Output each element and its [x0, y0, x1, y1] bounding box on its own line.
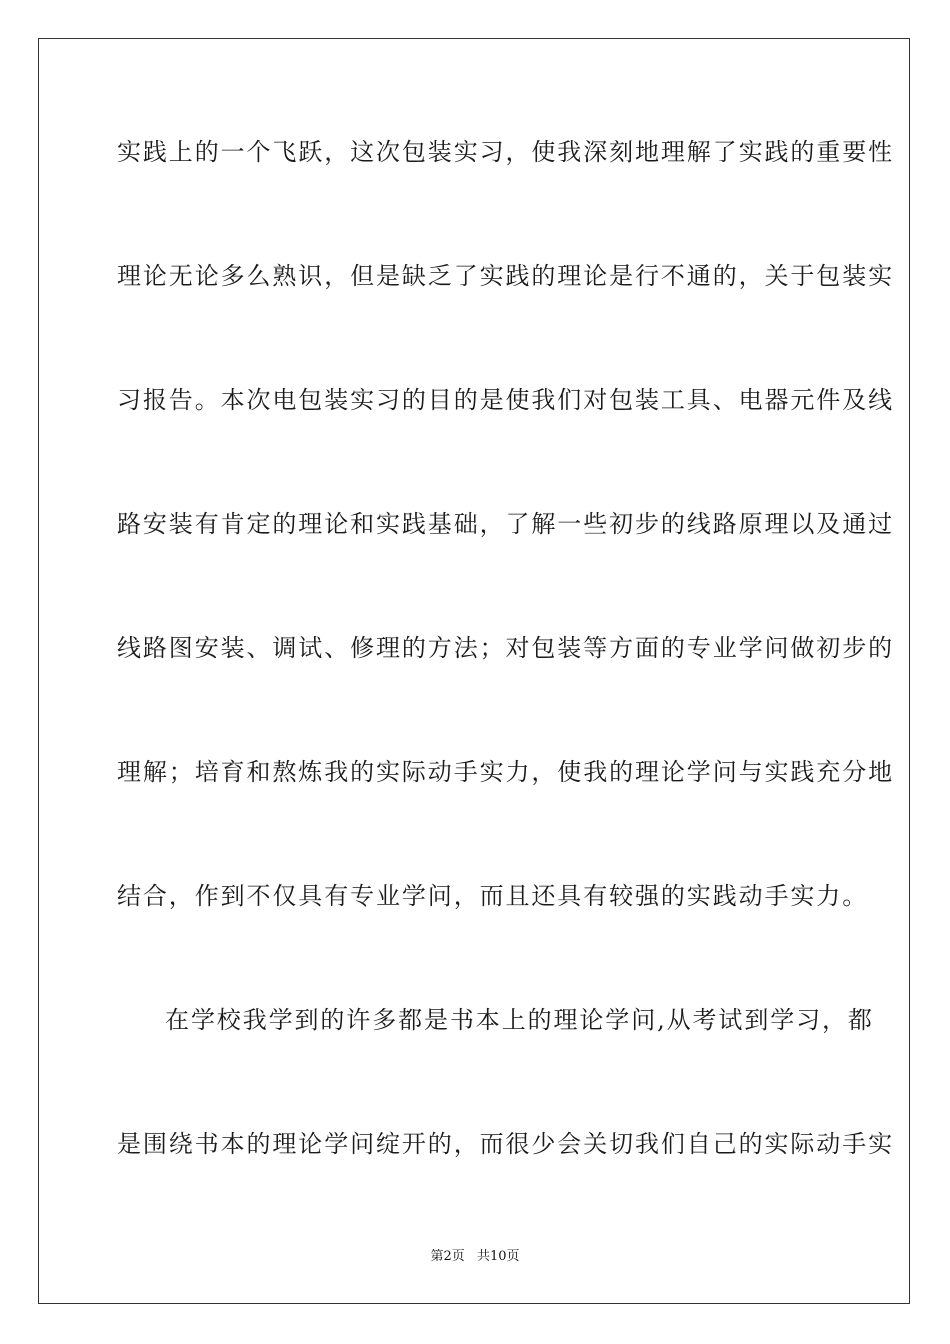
- page-footer: [0, 1248, 950, 1266]
- page-border: [38, 38, 910, 1304]
- text-line: 线路图安装、调试、修理的方法；对包装等方面的专业学问做初步的: [117, 634, 894, 662]
- page-number: 第2页: [430, 1249, 465, 1264]
- page-total: 共10页: [476, 1249, 520, 1264]
- text-line: 习报告。本次电包装实习的目的是使我们对包装工具、电器元件及线: [117, 386, 894, 414]
- text-line: 结合，作到不仅具有专业学问，而且还具有较强的实践动手实力。: [117, 882, 869, 910]
- text-line: 路安装有肯定的理论和实践基础，了解一些初步的线路原理以及通过: [117, 510, 894, 538]
- text-line: 是围绕书本的理论学问绽开的，而很少会关切我们自己的实际动手实: [117, 1130, 894, 1158]
- text-line: 实践上的一个飞跃，这次包装实习，使我深刻地理解了实践的重要性: [117, 138, 894, 166]
- text-line: 理解；培育和熬炼我的实际动手实力，使我的理论学问与实践充分地: [117, 758, 894, 786]
- text-line: 理论无论多么熟识，但是缺乏了实践的理论是行不通的，关于包装实: [117, 262, 894, 290]
- paragraph-first-line: 在学校我学到的许多都是书本上的理论学问,从考试到学习，都: [165, 1006, 874, 1034]
